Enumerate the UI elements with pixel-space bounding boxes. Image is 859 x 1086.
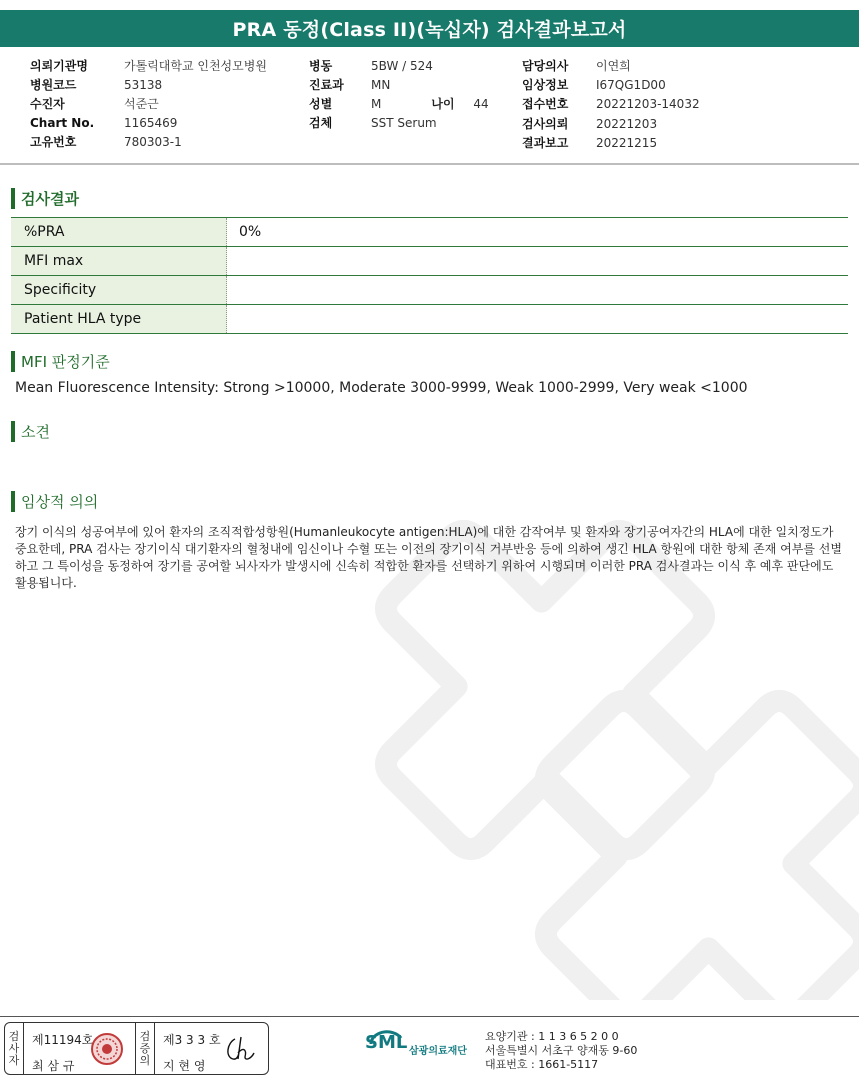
title-bar [0, 10, 859, 47]
info-row-specimen [309, 113, 489, 132]
section-opinion-heading [11, 421, 50, 442]
result-value [227, 247, 848, 275]
tester-block [24, 1023, 136, 1074]
result-value [227, 305, 848, 333]
header-divider [0, 163, 859, 165]
info-row-patient [30, 94, 267, 113]
signature-box [4, 1022, 269, 1075]
label-char: 의 [139, 1053, 151, 1067]
info-label: 의뢰기관명 [30, 59, 88, 73]
organization-address [485, 1030, 637, 1072]
info-row-department [309, 75, 489, 94]
clinical-significance-text: 장기 이식의 성공여부에 있어 환자의 조직적합성항원(Humanleukocyte antigen:HLA)에 대한 감작여부 및 환자와 장기공여자간의 HLA에 대한 일치정도가 중요한데, PRA 검사는 장기이식 대기환자의 혈청내에 임신이나 수혈 또는 이전의 장기이식 거부반응 등에 의하여 생긴 HLA 항원에 대한 항체 존재 여부를 선별하고 그 특이성을 동정하여 장기를 공여할 뇌사자가 발생시에 신속히 적합한 환자를 선택하기 위하여 시행되며 이러한 PRA 검사결과는 이식 후 예후 판단에도 활용됩니다. [15, 525, 842, 590]
label-char: 검 [139, 1029, 151, 1043]
logo-text: SML [365, 1032, 408, 1053]
info-label: 임상정보 [522, 78, 569, 92]
info-value: 5BW / 524 [371, 58, 433, 73]
label-char: 사 [8, 1041, 20, 1055]
info-label: 진료과 [309, 78, 344, 92]
result-row [11, 305, 848, 334]
info-row-report-date [522, 133, 700, 152]
inspector-license-no: 제3 3 3 호 [163, 1033, 221, 1047]
info-label: 검체 [309, 116, 333, 130]
tester-vertical-label [5, 1023, 24, 1074]
info-value: 20221215 [596, 135, 658, 150]
result-row [11, 247, 848, 276]
result-label: %PRA [11, 218, 227, 246]
info-value: 1165469 [124, 115, 178, 130]
inspector-name: 지 현 영 [163, 1059, 206, 1073]
info-label: 성별 [309, 97, 333, 111]
info-row-chart-no [30, 113, 267, 132]
label-char: 자 [8, 1053, 20, 1067]
age-label: 나이 [431, 97, 455, 111]
result-row [11, 276, 848, 305]
section-mfi-heading [11, 351, 110, 372]
patient-info-column-1 [30, 56, 267, 151]
info-value: MN [371, 77, 391, 92]
address-line: 서울특별시 서초구 양재동 9-60 [485, 1044, 638, 1057]
inspector-vertical-label [136, 1023, 155, 1074]
result-row [11, 218, 848, 247]
info-value: 53138 [124, 77, 163, 92]
tester-license-no: 제11194호 [32, 1033, 94, 1047]
section-title: 소견 [21, 423, 50, 441]
red-seal-icon [90, 1032, 124, 1066]
info-row-unique-no [30, 132, 267, 151]
sml-logo [365, 1028, 480, 1068]
info-row-institution [30, 56, 267, 75]
section-marker [11, 421, 15, 442]
info-row-receipt-no [522, 94, 700, 113]
info-label: 병원코드 [30, 78, 77, 92]
info-label: 검사의뢰 [522, 117, 569, 131]
info-row-ward [309, 56, 489, 75]
info-value: 20221203 [596, 116, 658, 131]
section-title: 검사결과 [21, 190, 79, 208]
info-row-sex-age [309, 94, 489, 113]
patient-info-column-2 [309, 56, 489, 132]
address-line: 대표번호 : 1661-5117 [485, 1058, 599, 1071]
info-label: 병동 [309, 59, 333, 73]
label-char: 검 [8, 1029, 20, 1043]
inspector-block [155, 1023, 268, 1074]
section-marker [11, 351, 15, 372]
info-value: I67QG1D00 [596, 77, 666, 92]
result-label: MFI max [11, 247, 227, 275]
mfi-criteria-text: Mean Fluorescence Intensity: Strong >10000, Moderate 3000-9999, Weak 1000-2999, Very weak <1000 [15, 380, 748, 396]
section-marker [11, 491, 15, 512]
footer-divider [0, 1016, 859, 1017]
label-char: 증 [139, 1041, 151, 1055]
signature-icon [223, 1033, 257, 1065]
info-label: 수진자 [30, 97, 65, 111]
result-label: Specificity [11, 276, 227, 304]
section-clinical-heading [11, 491, 98, 512]
info-label: 담당의사 [522, 59, 569, 73]
info-value: M [371, 96, 382, 111]
report-title: PRA 동정(Class II)(녹십자) 검사결과보고서 [232, 19, 627, 41]
info-value: 석준근 [124, 97, 159, 111]
info-row-request-date [522, 114, 700, 133]
info-label: 접수번호 [522, 97, 569, 111]
info-row-doctor [522, 56, 700, 75]
info-row-clinical-info [522, 75, 700, 94]
section-marker [11, 188, 15, 209]
info-label: 고유번호 [30, 135, 77, 149]
info-value: 20221203-14032 [596, 96, 700, 111]
info-value: 이연희 [596, 59, 631, 73]
info-row-hospital-code [30, 75, 267, 94]
age-value: 44 [473, 96, 489, 111]
info-value: 가톨릭대학교 인천성모병원 [124, 59, 267, 73]
organization-name: 삼광의료재단 [409, 1046, 467, 1057]
address-line: 요양기관 : 1 1 3 6 5 2 0 0 [485, 1030, 619, 1043]
section-results-heading [11, 188, 79, 209]
tester-name: 최 삼 규 [32, 1059, 75, 1073]
info-label: Chart No. [30, 115, 95, 130]
info-value: SST Serum [371, 115, 437, 130]
results-table [11, 217, 848, 334]
section-title: 임상적 의의 [21, 493, 99, 511]
result-label: Patient HLA type [11, 305, 227, 333]
info-value: 780303-1 [124, 134, 182, 149]
patient-info-column-3 [522, 56, 700, 152]
result-value: 0% [239, 224, 262, 240]
section-title: MFI 판정기준 [21, 353, 110, 371]
info-label: 결과보고 [522, 136, 569, 150]
result-value [227, 276, 848, 304]
